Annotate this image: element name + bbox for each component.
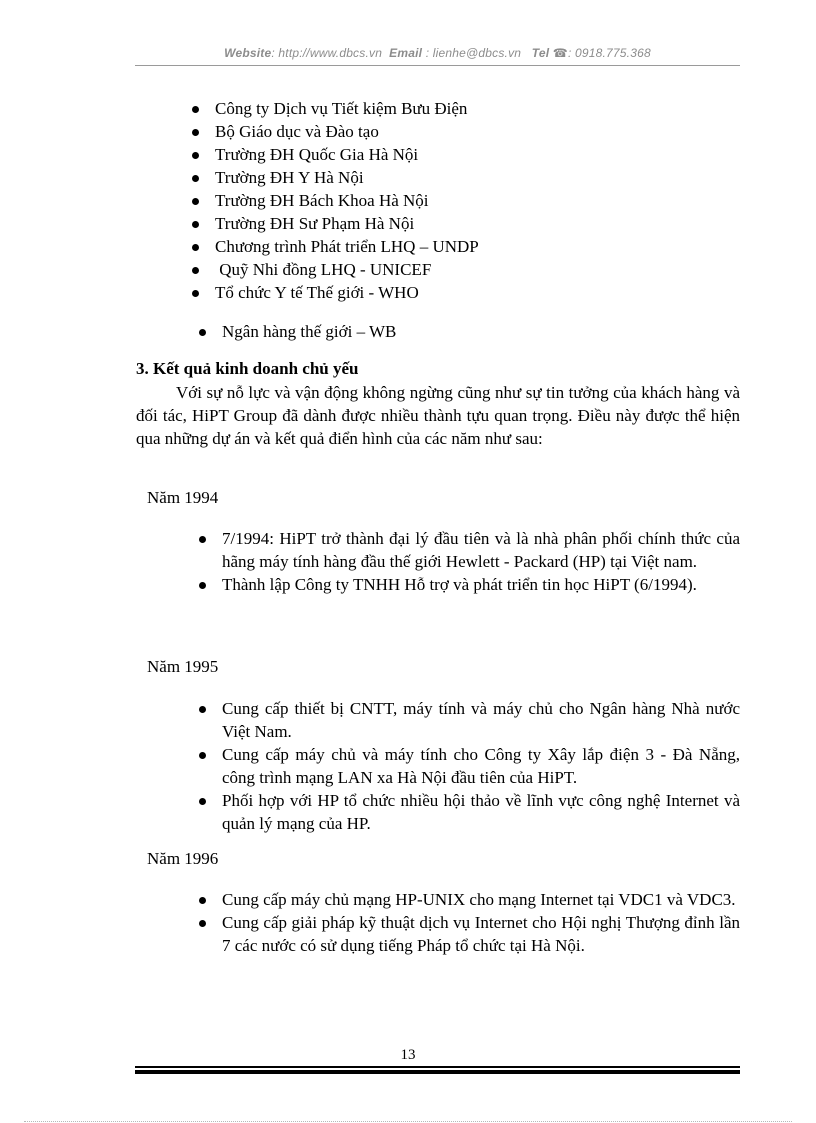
bullet-icon xyxy=(199,752,206,759)
page-edge-dotted xyxy=(24,1121,792,1122)
tel-label: Tel xyxy=(531,46,550,60)
list-item: 7/1994: HiPT trở thành đại lý đầu tiên và là nhà phân phối chính thức của hãng máy tính hàng đầu thế giới Hewlett - Packard (HP) tại Việt nam. xyxy=(222,527,740,573)
bullet-icon xyxy=(192,152,199,159)
list-item: Bộ Giáo dục và Đào tạo xyxy=(215,120,479,143)
year-1994-list xyxy=(222,527,740,596)
list-item: Cung cấp giải pháp kỹ thuật dịch vụ Internet cho Hội nghị Thượng đỉnh lần 7 các nước có sử dụng tiếng Pháp tổ chức tại Hà Nội. xyxy=(222,911,740,957)
bullet-icon xyxy=(192,290,199,297)
list-item: Thành lập Công ty TNHH Hỗ trợ và phát triển tin học HiPT (6/1994). xyxy=(222,573,740,596)
website-label: Website xyxy=(224,46,272,60)
bullet-icon xyxy=(192,267,199,274)
bullet-icon xyxy=(199,536,206,543)
list-item: Quỹ Nhi đồng LHQ - UNICEF xyxy=(215,258,479,281)
footer-rule-thin xyxy=(135,1066,740,1068)
year-heading: Năm 1995 xyxy=(147,657,219,676)
partner-list-last xyxy=(222,320,396,343)
list-item: Cung cấp thiết bị CNTT, máy tính và máy chủ cho Ngân hàng Nhà nước Việt Nam. xyxy=(222,697,740,743)
bullet-icon xyxy=(192,221,199,228)
list-item: Công ty Dịch vụ Tiết kiệm Bưu Điện xyxy=(215,97,479,120)
header-divider xyxy=(135,65,740,66)
email-value: : lienhe@dbcs.vn xyxy=(422,46,522,60)
page-number: 13 xyxy=(400,1047,416,1063)
list-item: Chương trình Phát triển LHQ – UNDP xyxy=(215,235,479,258)
bullet-icon xyxy=(199,706,206,713)
partner-list xyxy=(215,97,479,304)
page-header xyxy=(135,46,740,60)
email-label: Email xyxy=(389,46,423,60)
section-intro: Với sự nỗ lực và vận động không ngừng cũng như sự tin tưởng của khách hàng và đối tác, HiPT Group đã dành được nhiều thành tựu quan trọng. Điều này được thể hiện qua những dự án và kết quả điển hình của các năm như sau: xyxy=(136,383,740,448)
bullet-icon xyxy=(199,897,206,904)
year-heading: Năm 1994 xyxy=(147,488,219,507)
bullet-icon xyxy=(192,198,199,205)
phone-icon: ☎ xyxy=(552,46,568,60)
bullet-icon xyxy=(199,329,206,336)
section-heading: 3. Kết quả kinh doanh chủ yếu xyxy=(136,359,359,378)
list-item: Trường ĐH Bách Khoa Hà Nội xyxy=(215,189,479,212)
footer-rule-thick xyxy=(135,1070,740,1074)
bullet-icon xyxy=(199,920,206,927)
list-item: Tổ chức Y tế Thế giới - WHO xyxy=(215,281,479,304)
list-item: Trường ĐH Y Hà Nội xyxy=(215,166,479,189)
year-1996-list xyxy=(222,888,740,957)
list-item: Cung cấp máy chủ mạng HP-UNIX cho mạng Internet tại VDC1 và VDC3. xyxy=(222,888,740,911)
bullet-icon xyxy=(199,798,206,805)
list-item: Cung cấp máy chủ và máy tính cho Công ty Xây lắp điện 3 - Đà Nẵng, công trình mạng LAN xa Hà Nội đầu tiên của HiPT. xyxy=(222,743,740,789)
tel-value: : 0918.775.368 xyxy=(567,46,651,60)
website-value: : http://www.dbcs.vn xyxy=(271,46,383,60)
bullet-icon xyxy=(192,129,199,136)
bullet-icon xyxy=(192,175,199,182)
list-item: Trường ĐH Sư Phạm Hà Nội xyxy=(215,212,479,235)
list-item: Ngân hàng thế giới – WB xyxy=(222,320,396,343)
bullet-icon xyxy=(192,244,199,251)
year-heading: Năm 1996 xyxy=(147,849,219,868)
year-1995-list xyxy=(222,697,740,835)
bullet-icon xyxy=(192,106,199,113)
list-item: Trường ĐH Quốc Gia Hà Nội xyxy=(215,143,479,166)
bullet-icon xyxy=(199,582,206,589)
list-item: Phối hợp với HP tổ chức nhiều hội thảo về lĩnh vực công nghệ Internet và quản lý mạng của HP. xyxy=(222,789,740,835)
